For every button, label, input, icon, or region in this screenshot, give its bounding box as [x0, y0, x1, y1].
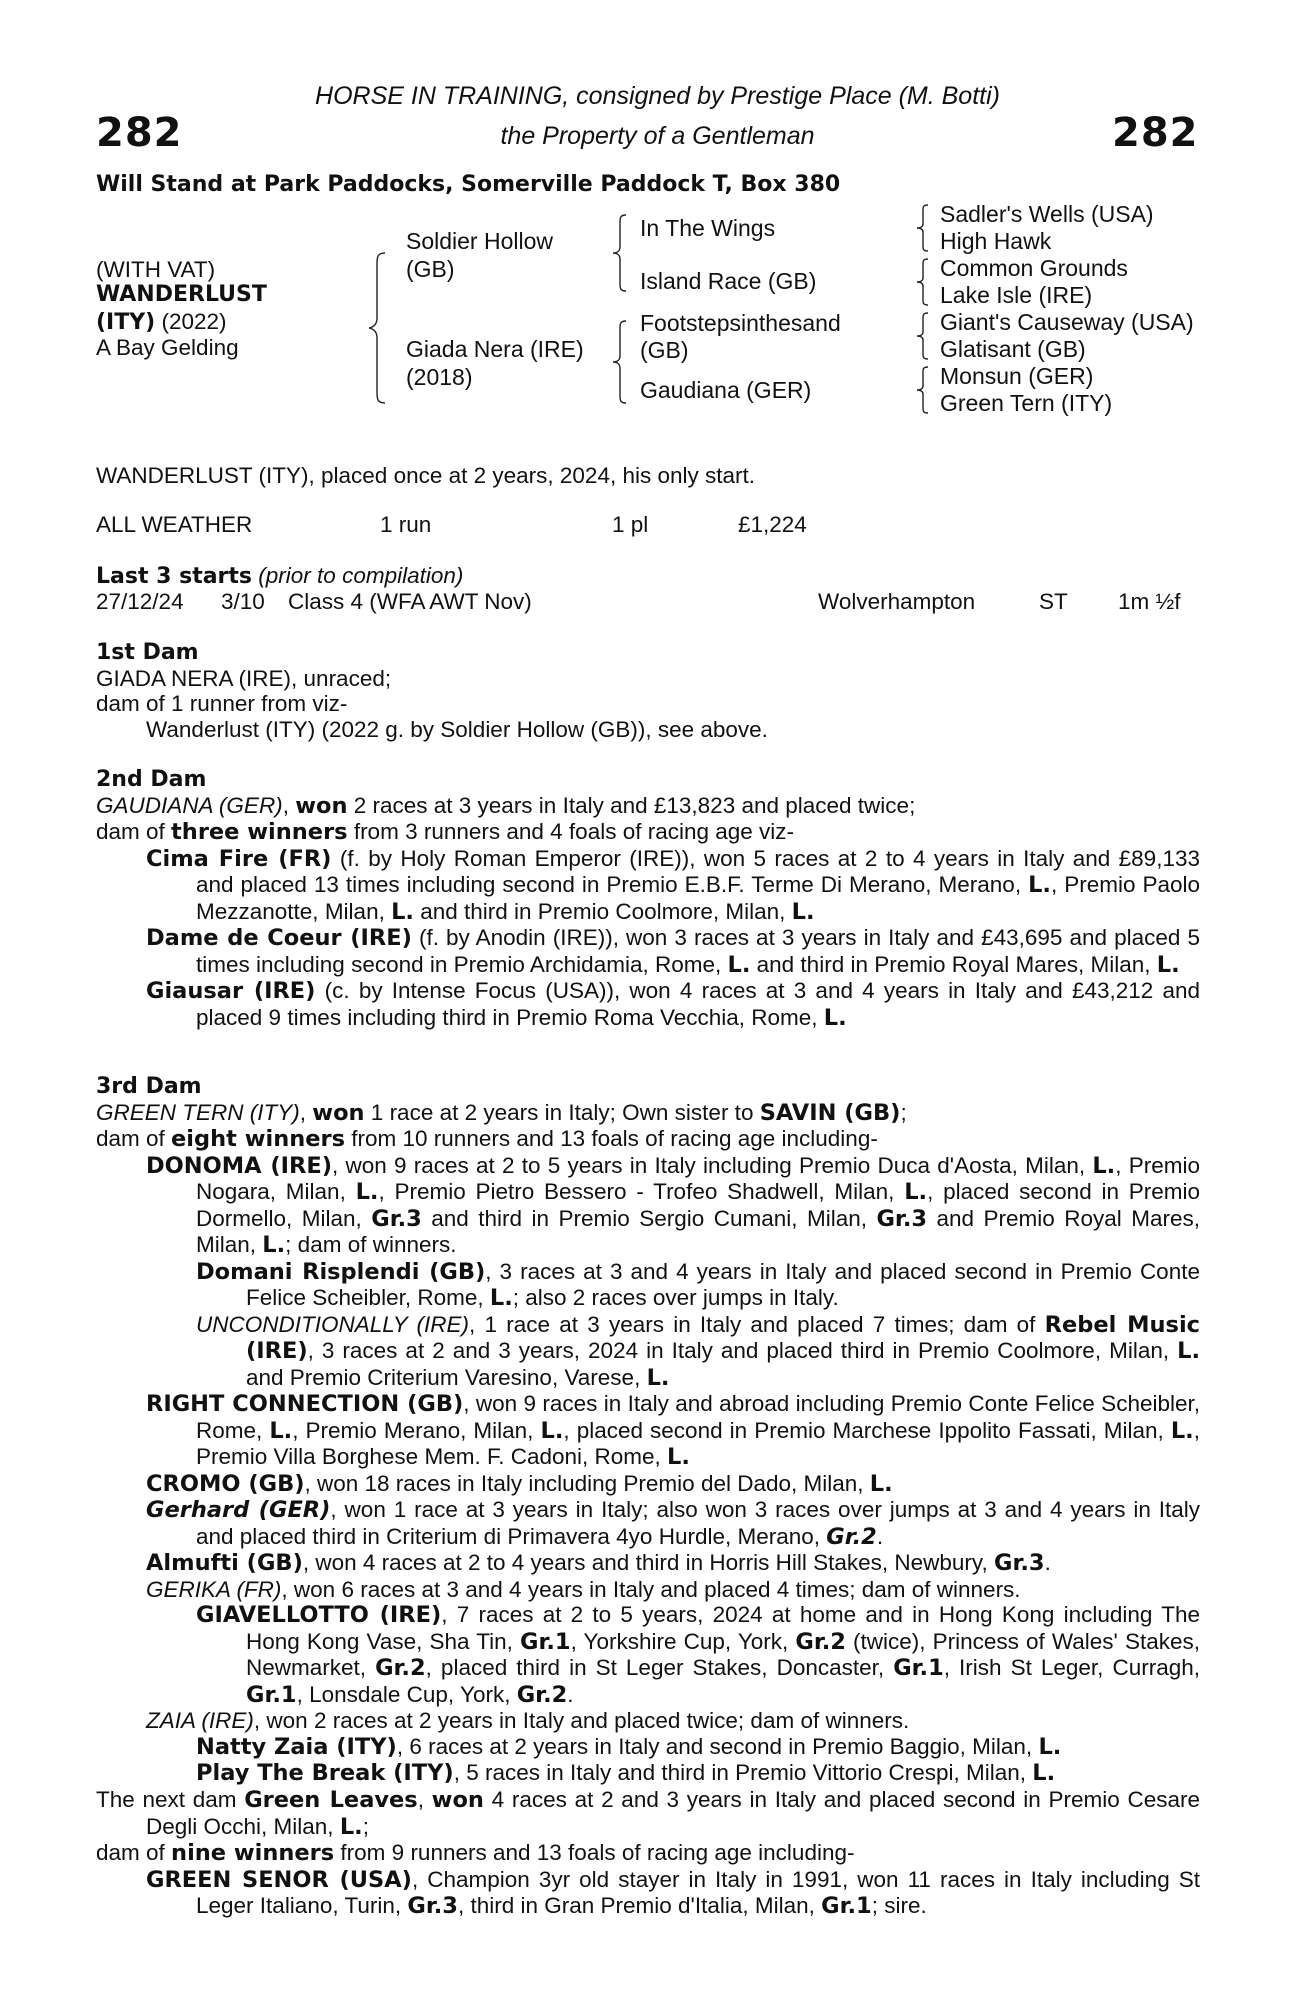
text: dam of: [96, 819, 172, 844]
text: , placed second in Premio Dormello, Milan,: [196, 1179, 1200, 1231]
last-start-position: 3/10: [221, 589, 265, 614]
winners-count: nine winners: [171, 1840, 335, 1866]
third-dam-line: GREEN TERN (ITY), won 1 race at 2 years in Italy; Own sister to SAVIN (GB);: [96, 1099, 907, 1126]
grade: L.: [1156, 951, 1180, 978]
dam-name: Green Leaves: [244, 1787, 418, 1813]
dam-name: GAUDIANA (GER): [96, 792, 283, 818]
produce-entry: Almufti (GB), won 4 races at 2 to 4 years and third in Horris Hill Stakes, Newbury, Gr.3.: [146, 1550, 1051, 1576]
first-dam-section: [96, 640, 1200, 742]
third-dam-produce-line: [96, 1126, 1200, 1153]
last-starts-heading: [96, 563, 463, 589]
next-dam-section: [96, 1787, 1200, 1920]
text: The next dam: [96, 1787, 245, 1812]
dam-sire-country: (GB): [640, 337, 689, 363]
next-dam-line: [96, 1787, 1200, 1840]
pedigree-brace-g2: [916, 258, 930, 306]
grade: L.: [823, 1004, 847, 1031]
text: dam of: [96, 1840, 172, 1865]
text: , won 6 races at 3 and 4 years in Italy and placed 4 times; dam of winners.: [281, 1576, 1021, 1602]
consignment-line: HORSE IN TRAINING, consigned by Prestige Place (M. Botti): [315, 82, 1000, 110]
grade: L.: [727, 951, 751, 978]
produce-name: Rebel Music (IRE): [246, 1311, 1200, 1364]
text: ,: [417, 1787, 432, 1812]
grade: L.: [1038, 1733, 1062, 1760]
ancestor-1: Sadler's Wells (USA): [940, 201, 1154, 227]
produce-name: CROMO (GB): [146, 1470, 305, 1497]
grade: Gr.3: [876, 1205, 928, 1232]
text: , 7 races at 2 to 5 years, 2024 at home and in Hong Kong including The Hong Kong Vase, Sha Tin,: [246, 1602, 1200, 1654]
grade: Gr.1: [893, 1655, 944, 1681]
ancestor-3: Common Grounds: [940, 255, 1128, 281]
text: , won 1 race at 3 years in Italy; also won 3 races over jumps at 3 and 4 years in Italy and placed third in Criterium di Primavera 4yo Hurdle, Merano,: [196, 1497, 1200, 1549]
text: (twice), Princess of Wales' Stakes, Newmarket,: [246, 1628, 1200, 1680]
produce-entry: [96, 1471, 1200, 1498]
text: from 9 runners and 13 foals of racing age including-: [334, 1840, 855, 1865]
text: , 3 races at 2 and 3 years, 2024 in Italy and placed third in Premio Coolmore, Milan,: [307, 1338, 1178, 1363]
last-start-date: 27/12/24: [96, 589, 184, 614]
last-start-distance: 1m ½f: [1118, 589, 1181, 614]
ancestor-5: Giant's Causeway (USA): [940, 309, 1194, 335]
text: , placed third in St Leger Stakes, Doncaster,: [425, 1655, 894, 1680]
text: ;: [362, 1813, 369, 1839]
text: 2 races at 3 years in Italy and £13,823 and placed twice;: [347, 792, 916, 818]
text: and Premio Royal Mares, Milan,: [196, 1205, 1200, 1257]
produce-entry: Gerhard (GER), won 1 race at 3 years in Italy; also won 3 races over jumps at 3 and 4 years in Italy and placed third in Criterium di Primavera 4yo Hurdle, Merano, Gr.2.: [146, 1497, 1200, 1550]
grade: Gr.1: [520, 1628, 571, 1655]
vat-note: (WITH VAT): [96, 257, 216, 282]
race-summary: WANDERLUST (ITY), placed once at 2 years, 2024, his only start.: [96, 463, 756, 488]
text: and Premio Criterium Varesino, Varese,: [246, 1364, 647, 1390]
sister-name: SAVIN (GB): [759, 1099, 901, 1126]
produce-name: ZAIA (IRE): [146, 1708, 254, 1733]
dam-year: (2018): [406, 364, 473, 390]
produce-entry: [96, 1708, 1200, 1734]
pedigree-brace-main: [368, 252, 388, 404]
text: , Premio Merano, Milan,: [292, 1417, 541, 1443]
grade: L.: [1170, 1417, 1194, 1444]
produce-name: GERIKA (FR): [146, 1576, 282, 1602]
third-dam-title: 3rd Dam: [96, 1074, 202, 1099]
horse-origin: [96, 309, 227, 335]
grade: Gr.1: [821, 1893, 872, 1919]
won-label: won: [295, 792, 348, 819]
text: and third in Premio Royal Mares, Milan,: [750, 951, 1157, 977]
horse-year: (2022): [161, 309, 227, 334]
produce-name: DONOMA (IRE): [146, 1152, 333, 1179]
grade: Gr.3: [994, 1550, 1045, 1576]
second-dam-title: 2nd Dam: [96, 767, 207, 792]
produce-entry: [96, 978, 1200, 1031]
lot-number-left: 282: [96, 110, 183, 156]
produce-entry: [96, 1577, 1200, 1603]
last-starts-note: (prior to compilation): [258, 563, 464, 588]
produce-entry: [96, 846, 1200, 926]
produce-entry: [96, 925, 1200, 978]
text: (c. by Intense Focus (USA)), won 4 races at 3 and 4 years in Italy and £43,212 and placed 9 times including third in Premio Roma Vecchia, Rome,: [196, 978, 1200, 1030]
text: ; dam of winners.: [285, 1232, 457, 1257]
ancestor-8: Green Tern (ITY): [940, 390, 1113, 416]
text: , Yorkshire Cup, York,: [570, 1628, 796, 1654]
first-dam-produce: Wanderlust (ITY) (2022 g. by Soldier Hollow (GB)), see above.: [146, 716, 768, 742]
first-dam-title: 1st Dam: [96, 640, 199, 665]
ancestor-2: High Hawk: [940, 228, 1052, 254]
third-dam-section: [96, 1074, 1200, 1787]
grade: L.: [355, 1179, 379, 1205]
grade: L.: [1092, 1152, 1116, 1179]
text: , 6 races at 2 years in Italy and second in Premio Baggio, Milan,: [396, 1733, 1039, 1759]
grade: L.: [667, 1444, 690, 1470]
ancestor-6: Glatisant (GB): [940, 336, 1086, 362]
text: , Premio Pietro Bessero - Trofeo Shadwell, Milan,: [378, 1179, 905, 1204]
text: from 10 runners and 13 foals of racing age including-: [345, 1126, 878, 1151]
text: , Premio Nogara, Milan,: [196, 1152, 1200, 1204]
text: , won 9 races at 2 to 5 years in Italy including Premio Duca d'Aosta, Milan,: [332, 1152, 1093, 1178]
property-line: the Property of a Gentleman: [500, 122, 815, 150]
sire-dam: Island Race (GB): [640, 268, 817, 294]
produce-name: Almufti (GB): [146, 1550, 303, 1576]
text: dam of: [96, 1126, 172, 1151]
text: (f. by Holy Roman Emperor (IRE)), won 5 races at 2 to 4 years in Italy and £89,133 and placed 13 times including second in Premio E.B.F. Terme Di Merano, Merano,: [196, 845, 1200, 897]
grade: L.: [262, 1232, 286, 1258]
produce-name: Gerhard (GER): [146, 1497, 331, 1523]
produce-entry: [96, 1391, 1200, 1471]
grade: L.: [1032, 1760, 1056, 1786]
produce-entry: [96, 1867, 1200, 1920]
sire-sire: In The Wings: [640, 215, 776, 241]
second-dam-line: GAUDIANA (GER), won 2 races at 3 years in Italy and £13,823 and placed twice;: [96, 792, 916, 819]
text: , Champion 3yr old stayer in Italy in 1991, won 11 races in Italy including St Leger Italiano, Turin,: [196, 1866, 1201, 1918]
text: , Premio Paolo Mezzanotte, Milan,: [196, 872, 1200, 924]
ancestor-7: Monsun (GER): [940, 363, 1094, 389]
lot-number-right: 282: [1112, 110, 1199, 156]
text: ; also 2 races over jumps in Italy.: [512, 1285, 839, 1310]
won-label: won: [312, 1099, 365, 1126]
pedigree-brace-g4: [916, 366, 930, 414]
dam-sire-name: Footstepsinthesand: [640, 310, 841, 336]
horse-country: (ITY): [96, 310, 156, 335]
record-placed: 1 pl: [612, 512, 649, 537]
last-starts-title: Last 3 starts: [96, 564, 253, 589]
grade: L.: [489, 1285, 513, 1311]
produce-name: Play The Break (ITY): [196, 1760, 454, 1786]
text: , 3 races at 3 and 4 years in Italy and placed second in Premio Conte Felice Scheibler, Rome,: [246, 1258, 1200, 1310]
winners-count: three winners: [171, 819, 348, 845]
text: , placed second in Premio Marchese Ippolito Fassati, Milan,: [563, 1417, 1171, 1443]
horse-name: WANDERLUST: [96, 282, 267, 307]
dam-name: GREEN TERN (ITY): [96, 1099, 300, 1125]
grade: L.: [540, 1417, 564, 1444]
grade: L.: [791, 898, 815, 925]
produce-name: RIGHT CONNECTION (GB): [146, 1391, 464, 1417]
first-dam-line-2: dam of 1 runner from viz-: [96, 691, 348, 716]
grade: L.: [869, 1470, 893, 1497]
text: and third in Premio Coolmore, Milan,: [413, 898, 792, 924]
produce-entry: [96, 1734, 1200, 1761]
sire-name: Soldier Hollow: [406, 228, 554, 254]
produce-name: Dame de Coeur (IRE): [146, 925, 412, 951]
text: , 1 race at 3 years in Italy and placed 7 times; dam of: [469, 1311, 1045, 1337]
horse-description: A Bay Gelding: [96, 335, 239, 360]
text: , 5 races in Italy and third in Premio Vittorio Crespi, Milan,: [453, 1760, 1033, 1785]
second-dam-produce-line: [96, 819, 1200, 846]
text: from 3 runners and 4 foals of racing age viz-: [347, 819, 795, 844]
grade: Gr.2: [826, 1523, 877, 1550]
next-dam-produce-line: [96, 1840, 1200, 1867]
grade: L.: [646, 1364, 670, 1391]
grade: L.: [1028, 872, 1051, 898]
text: (f. by Anodin (IRE)), won 3 races at 3 years in Italy and £43,695 and placed 5 times including second in Premio Archidamia, Rome,: [196, 925, 1200, 977]
dam-dam: Gaudiana (GER): [640, 377, 812, 403]
produce-entry: GIAVELLOTTO (IRE), 7 races at 2 to 5 years, 2024 at home and in Hong Kong including The Hong Kong Vase, Sha Tin, Gr.1, Yorkshire Cup, York, Gr.2 (twice), Princess of Wales' Stakes, Newmarket, Gr.2, placed third in St Leger Stakes, Doncaster, Gr.1, Irish St Leger, Curragh, Gr.1, Lonsdale Cup, York, Gr.2.: [196, 1602, 1201, 1708]
text: , won 9 races in Italy and abroad including Premio Conte Felice Scheibler, Rome,: [196, 1391, 1200, 1443]
grade: Gr.2: [375, 1655, 426, 1681]
text: , won 18 races in Italy including Premio del Dado, Milan,: [304, 1470, 870, 1496]
text: , won 4 races at 2 to 4 years and third in Horris Hill Stakes, Newbury,: [302, 1550, 994, 1575]
record-surface: ALL WEATHER: [96, 512, 253, 537]
grade: Gr.2: [795, 1628, 846, 1655]
produce-entry: [96, 1259, 1200, 1312]
produce-entry: [96, 1760, 1200, 1787]
sire-country: (GB): [406, 256, 455, 282]
text: ; sire.: [871, 1893, 927, 1918]
last-start-going: ST: [1039, 589, 1068, 614]
second-dam-section: [96, 767, 1200, 1031]
produce-name: GIAVELLOTTO (IRE): [196, 1602, 442, 1628]
winners-count: eight winners: [171, 1126, 346, 1152]
produce-entry: [96, 1153, 1200, 1259]
pedigree-brace-sire: [612, 214, 628, 292]
ancestor-4: Lake Isle (IRE): [940, 282, 1093, 308]
last-start-course: Wolverhampton: [818, 589, 976, 614]
produce-name: Cima Fire (FR): [146, 845, 332, 872]
grade: L.: [1177, 1338, 1200, 1364]
text: , Lonsdale Cup, York,: [296, 1681, 517, 1707]
first-dam-line-1: GIADA NERA (IRE), unraced;: [96, 665, 392, 691]
text: , Premio Villa Borghese Mem. F. Cadoni, Rome,: [196, 1417, 1200, 1469]
text: 1 race at 2 years in Italy; Own sister to: [364, 1099, 760, 1125]
grade: L.: [904, 1179, 928, 1205]
dam-name: Giada Nera (IRE): [406, 336, 584, 362]
grade: Gr.3: [371, 1205, 422, 1232]
produce-name: Domani Risplendi (GB): [196, 1258, 486, 1285]
grade: Gr.3: [407, 1893, 458, 1919]
produce-name: UNCONDITIONALLY (IRE): [196, 1311, 470, 1337]
produce-name: GREEN SENOR (USA): [146, 1866, 412, 1893]
text: , Irish St Leger, Curragh,: [943, 1655, 1201, 1680]
grade: Gr.1: [246, 1681, 297, 1708]
text: 4 races at 2 and 3 years in Italy and placed second in Premio Cesare Degli Occhi, Milan,: [146, 1787, 1200, 1839]
text: , third in Gran Premio d'Italia, Milan,: [457, 1893, 822, 1918]
grade: L.: [339, 1813, 363, 1840]
produce-name: Natty Zaia (ITY): [196, 1733, 397, 1760]
won-label: won: [431, 1787, 484, 1813]
pedigree-brace-g3: [916, 312, 930, 360]
text: , won 2 races at 2 years in Italy and placed twice; dam of winners.: [253, 1708, 910, 1733]
pedigree-brace-g1: [916, 204, 930, 252]
record-runs: 1 run: [380, 512, 432, 537]
produce-name: Giausar (IRE): [146, 978, 316, 1004]
grade: Gr.2: [516, 1681, 568, 1708]
record-earnings: £1,224: [738, 512, 807, 537]
pedigree-brace-dam: [612, 320, 628, 404]
stand-location: Will Stand at Park Paddocks, Somerville Paddock T, Box 380: [96, 172, 841, 197]
grade: L.: [269, 1417, 293, 1444]
produce-entry: [96, 1312, 1200, 1392]
text: and third in Premio Sergio Cumani, Milan,: [421, 1205, 877, 1231]
last-start-race: Class 4 (WFA AWT Nov): [288, 589, 532, 614]
grade: L.: [391, 898, 414, 925]
